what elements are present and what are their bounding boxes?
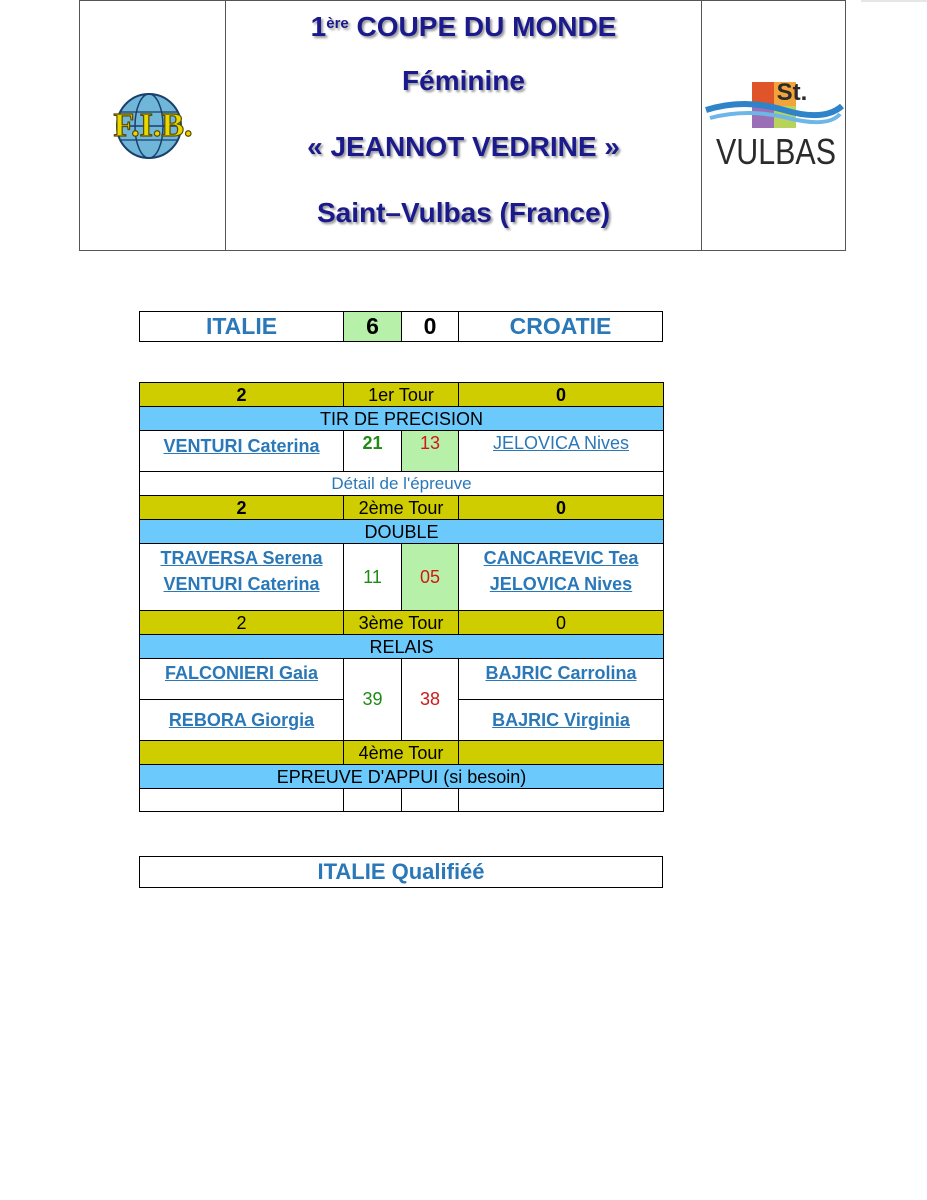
round-4-header (140, 741, 664, 765)
title-sup: ère (326, 15, 349, 32)
round-2-event (140, 520, 664, 544)
vulbas-logo-cell (702, 1, 845, 250)
empty-cell (140, 789, 344, 812)
round-1-header (140, 383, 664, 407)
title-main: COUPE DU MONDE (348, 11, 617, 42)
subtitle: Féminine (402, 65, 525, 96)
round-1-detail (140, 472, 664, 496)
round-2-score-b: 0 (459, 496, 664, 520)
player-link[interactable]: JELOVICA Nives (489, 574, 633, 594)
round-2-points-a: 11 (344, 544, 402, 611)
logo-st-text: St. (776, 78, 807, 106)
title-cell (226, 1, 702, 250)
corner-mark (861, 0, 927, 2)
player-link[interactable]: BAJRIC Carrolina (485, 663, 637, 683)
player-link[interactable]: REBORA Giorgia (168, 710, 315, 730)
round-4-score-a (140, 741, 344, 765)
round-2-event-label: DOUBLE (140, 520, 664, 544)
team-b-score: 0 (402, 312, 459, 341)
round-2-players (140, 544, 664, 611)
round-1-points-b: 13 (402, 431, 459, 472)
qualified-result: ITALIE Qualifiéé (139, 856, 663, 888)
round-4-score-b (459, 741, 664, 765)
detail-link[interactable]: Détail de l'épreuve (140, 472, 664, 496)
team-b-name: CROATIE (509, 313, 612, 339)
round-2-header (140, 496, 664, 520)
match-table (139, 382, 664, 812)
round-4-event (140, 765, 664, 789)
event-name: « JEANNOT VEDRINE » (307, 131, 620, 162)
location: Saint–Vulbas (France) (316, 197, 611, 228)
round-1-score-a: 2 (140, 383, 344, 407)
round-2-points-b: 05 (402, 544, 459, 611)
round-3-players-1 (140, 659, 664, 700)
round-1-event-label: TIR DE PRECISION (140, 407, 664, 431)
st-vulbas-logo (704, 76, 844, 176)
round-3-event (140, 635, 664, 659)
round-3-score-b: 0 (459, 611, 664, 635)
round-3-score-a: 2 (140, 611, 344, 635)
fib-logo (83, 86, 223, 166)
round-3-points-b: 38 (402, 659, 459, 741)
player-link[interactable]: FALCONIERI Gaia (164, 663, 319, 683)
team-a-name: ITALIE (140, 312, 344, 341)
header-box (79, 0, 846, 251)
round-4-event-label: EPREUVE D'APPUI (si besoin) (140, 765, 664, 789)
round-1-players (140, 431, 664, 472)
round-2-score-a: 2 (140, 496, 344, 520)
round-3-points-a: 39 (344, 659, 402, 741)
round-3-event-label: RELAIS (140, 635, 664, 659)
round-2-label: 2ème Tour (344, 496, 459, 520)
score-summary (139, 311, 663, 342)
fib-logo-cell (80, 1, 226, 250)
round-4-label: 4ème Tour (344, 741, 459, 765)
player-link[interactable]: VENTURI Caterina (163, 436, 320, 456)
player-link[interactable]: VENTURI Caterina (163, 574, 320, 594)
title-line-1 (311, 11, 617, 43)
fib-logo-text: F.I.B. (112, 106, 193, 144)
empty-cell (402, 789, 459, 812)
title-prefix: 1 (310, 11, 327, 42)
round-4-players (140, 789, 664, 812)
player-link[interactable]: JELOVICA Nives (492, 433, 630, 453)
player-link[interactable]: TRAVERSA Serena (160, 548, 323, 568)
round-1-event (140, 407, 664, 431)
round-1-points-a: 21 (344, 431, 402, 472)
round-1-score-b: 0 (459, 383, 664, 407)
empty-cell (344, 789, 402, 812)
round-3-header (140, 611, 664, 635)
team-a-score: 6 (344, 312, 402, 341)
logo-vulbas-text: VULBAS (715, 130, 836, 172)
player-link[interactable]: CANCAREVIC Tea (483, 548, 639, 568)
round-3-label: 3ème Tour (344, 611, 459, 635)
empty-cell (459, 789, 664, 812)
round-1-label: 1er Tour (344, 383, 459, 407)
player-link[interactable]: BAJRIC Virginia (492, 710, 630, 730)
